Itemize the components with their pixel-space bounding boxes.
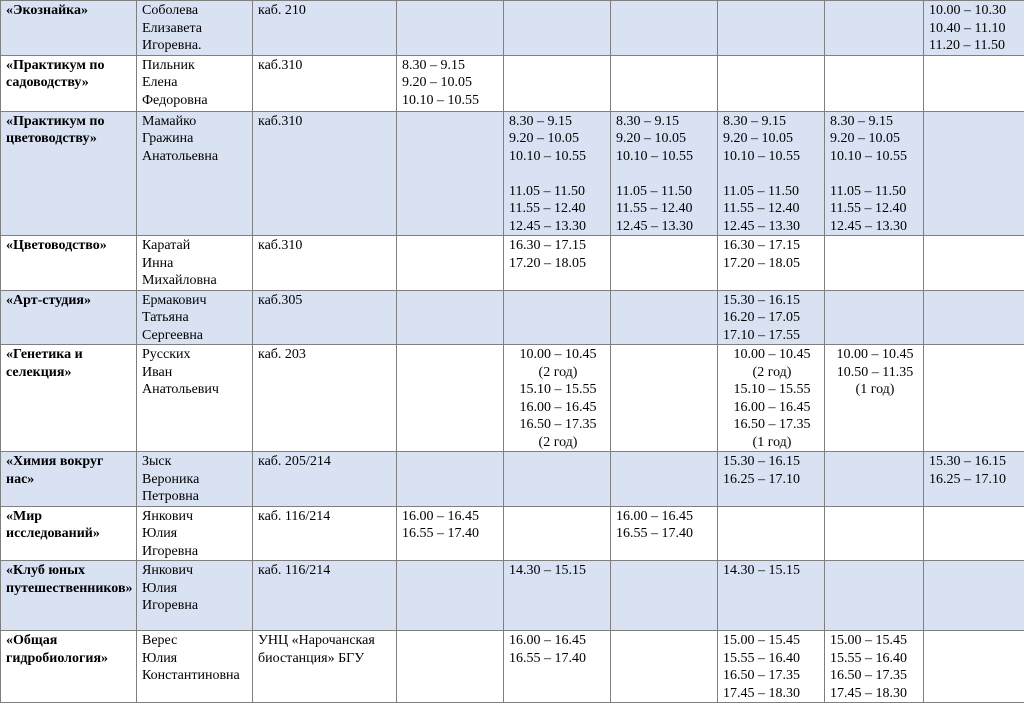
time-slot (611, 236, 718, 291)
table-row (1, 345, 1024, 452)
time-slot (397, 1, 504, 56)
time-slot (504, 55, 611, 111)
teacher-name: Верес Юлия Константиновна (137, 631, 253, 703)
table-row (1, 452, 1024, 507)
room: каб.310 (253, 55, 397, 111)
time-slot (397, 631, 504, 703)
teacher-name: Ермакович Татьяна Сергеевна (137, 290, 253, 345)
time-slot: 10.00 – 10.45 (2 год) 15.10 – 15.55 16.00 – 16.45 16.50 – 17.35 (2 год) (504, 345, 611, 452)
time-slot (611, 345, 718, 452)
time-slot (611, 55, 718, 111)
club-name: «Практикум по садоводству» (1, 55, 137, 111)
time-slot: 10.00 – 10.30 10.40 – 11.10 11.20 – 11.50 (924, 1, 1024, 56)
table-row (1, 631, 1024, 703)
time-slot (825, 1, 924, 56)
time-slot (718, 1, 825, 56)
room: каб. 210 (253, 1, 397, 56)
club-name: «Практикум по цветоводству» (1, 111, 137, 236)
club-name: «Арт-студия» (1, 290, 137, 345)
time-slot (611, 631, 718, 703)
table-row (1, 236, 1024, 291)
time-slot (924, 345, 1024, 452)
teacher-name: Пильник Елена Федоровна (137, 55, 253, 111)
time-slot: 15.30 – 16.15 16.25 – 17.10 (718, 452, 825, 507)
room: каб. 116/214 (253, 506, 397, 561)
time-slot: 15.30 – 16.15 16.20 – 17.05 17.10 – 17.55 (718, 290, 825, 345)
time-slot (825, 236, 924, 291)
time-slot (718, 506, 825, 561)
table-row (1, 111, 1024, 236)
time-slot: 16.00 – 16.45 16.55 – 17.40 (504, 631, 611, 703)
time-slot (718, 55, 825, 111)
time-slot: 15.30 – 16.15 16.25 – 17.10 (924, 452, 1024, 507)
room: каб.305 (253, 290, 397, 345)
table-row (1, 1, 1024, 56)
club-name: «Химия вокруг нас» (1, 452, 137, 507)
time-slot (825, 561, 924, 631)
time-slot (504, 1, 611, 56)
time-slot: 8.30 – 9.15 9.20 – 10.05 10.10 – 10.55 11.05 – 11.50 11.55 – 12.40 12.45 – 13.30 (504, 111, 611, 236)
time-slot: 16.00 – 16.45 16.55 – 17.40 (611, 506, 718, 561)
teacher-name: Каратай Инна Михайловна (137, 236, 253, 291)
teacher-name: Зыск Вероника Петровна (137, 452, 253, 507)
time-slot (504, 290, 611, 345)
time-slot: 10.00 – 10.45 (2 год) 15.10 – 15.55 16.00 – 16.45 16.50 – 17.35 (1 год) (718, 345, 825, 452)
room: каб.310 (253, 111, 397, 236)
time-slot: 16.00 – 16.45 16.55 – 17.40 (397, 506, 504, 561)
time-slot (924, 506, 1024, 561)
teacher-name: Мамайко Гражина Анатольевна (137, 111, 253, 236)
club-name: «Мир исследований» (1, 506, 137, 561)
time-slot (924, 631, 1024, 703)
teacher-name: Соболева Елизавета Игоревна. (137, 1, 253, 56)
time-slot (825, 452, 924, 507)
time-slot (611, 1, 718, 56)
time-slot (397, 111, 504, 236)
teacher-name: Янкович Юлия Игоревна (137, 561, 253, 631)
time-slot (825, 290, 924, 345)
room: УНЦ «Нарочанская биостанция» БГУ (253, 631, 397, 703)
time-slot (504, 452, 611, 507)
teacher-name: Русских Иван Анатольевич (137, 345, 253, 452)
time-slot (611, 452, 718, 507)
time-slot: 15.00 – 15.45 15.55 – 16.40 16.50 – 17.35 17.45 – 18.30 (825, 631, 924, 703)
time-slot (397, 452, 504, 507)
time-slot: 16.30 – 17.15 17.20 – 18.05 (718, 236, 825, 291)
table-row (1, 561, 1024, 631)
room: каб. 116/214 (253, 561, 397, 631)
time-slot (924, 236, 1024, 291)
time-slot (397, 290, 504, 345)
time-slot: 8.30 – 9.15 9.20 – 10.05 10.10 – 10.55 11.05 – 11.50 11.55 – 12.40 12.45 – 13.30 (825, 111, 924, 236)
time-slot: 8.30 – 9.15 9.20 – 10.05 10.10 – 10.55 (397, 55, 504, 111)
table-row (1, 290, 1024, 345)
time-slot: 8.30 – 9.15 9.20 – 10.05 10.10 – 10.55 11.05 – 11.50 11.55 – 12.40 12.45 – 13.30 (611, 111, 718, 236)
club-name: «Экознайка» (1, 1, 137, 56)
time-slot: 14.30 – 15.15 (504, 561, 611, 631)
club-name: «Генетика и селекция» (1, 345, 137, 452)
time-slot (924, 55, 1024, 111)
club-name: «Цветоводство» (1, 236, 137, 291)
time-slot (397, 561, 504, 631)
time-slot (924, 111, 1024, 236)
time-slot (397, 345, 504, 452)
club-name: «Общая гидробиология» (1, 631, 137, 703)
time-slot: 16.30 – 17.15 17.20 – 18.05 (504, 236, 611, 291)
table-row (1, 55, 1024, 111)
time-slot (397, 236, 504, 291)
time-slot (611, 290, 718, 345)
time-slot: 15.00 – 15.45 15.55 – 16.40 16.50 – 17.35 17.45 – 18.30 (718, 631, 825, 703)
time-slot (924, 290, 1024, 345)
time-slot (504, 506, 611, 561)
club-name: «Клуб юных путешественников» (1, 561, 137, 631)
table-row (1, 506, 1024, 561)
time-slot (924, 561, 1024, 631)
room: каб. 203 (253, 345, 397, 452)
time-slot (825, 506, 924, 561)
time-slot: 10.00 – 10.45 10.50 – 11.35 (1 год) (825, 345, 924, 452)
time-slot: 14.30 – 15.15 (718, 561, 825, 631)
time-slot: 8.30 – 9.15 9.20 – 10.05 10.10 – 10.55 11.05 – 11.50 11.55 – 12.40 12.45 – 13.30 (718, 111, 825, 236)
teacher-name: Янкович Юлия Игоревна (137, 506, 253, 561)
time-slot (611, 561, 718, 631)
time-slot (825, 55, 924, 111)
room: каб. 205/214 (253, 452, 397, 507)
room: каб.310 (253, 236, 397, 291)
